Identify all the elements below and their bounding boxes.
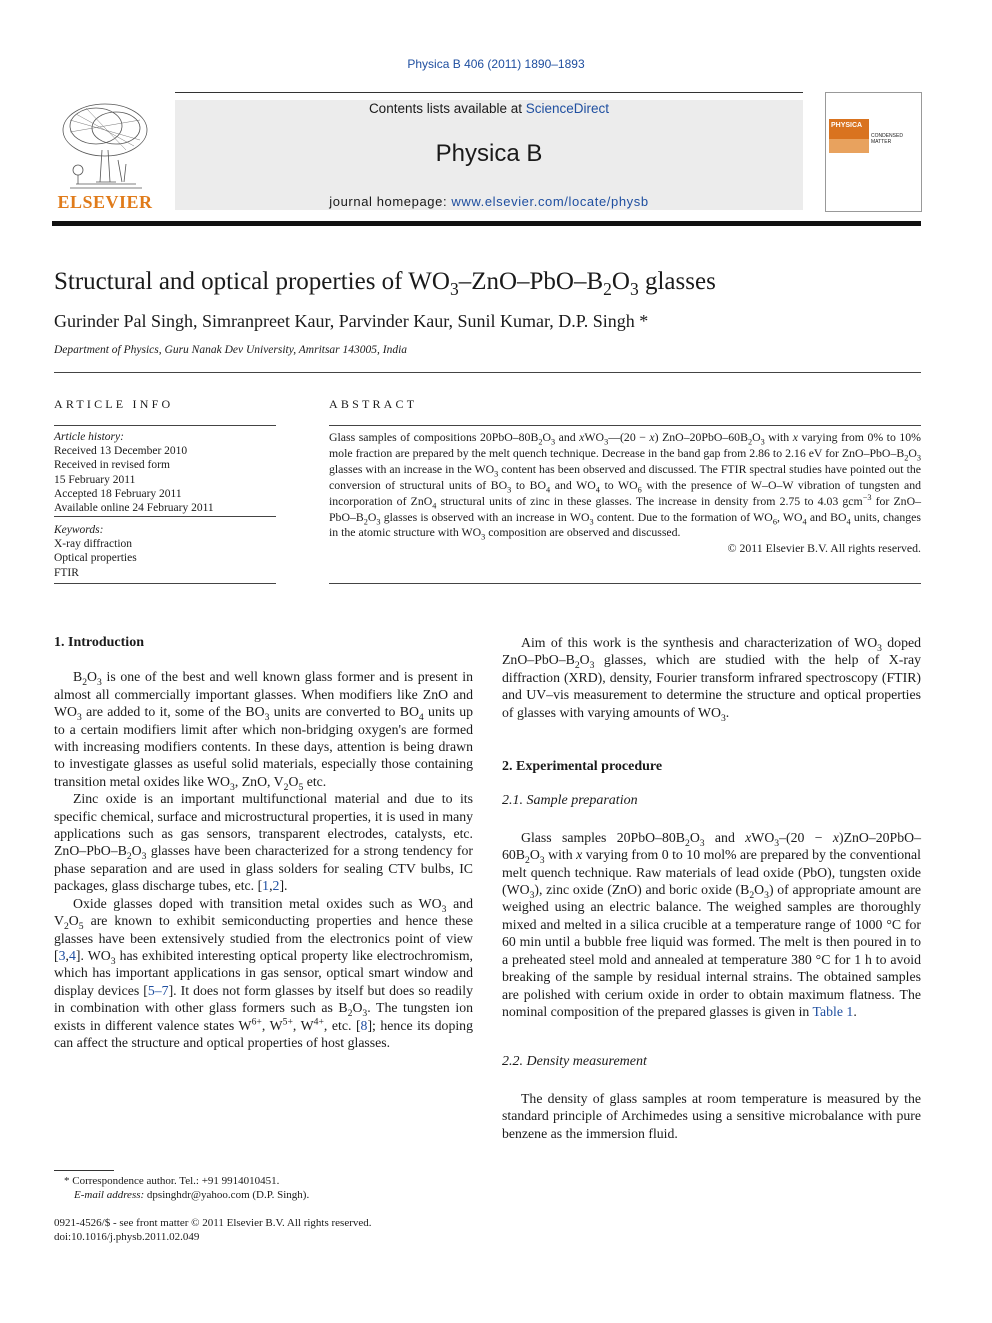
divider (54, 372, 921, 373)
divider (329, 583, 921, 584)
paragraph: $B_2O_3$ is one of the best and well known glass former and is present in almost all commercially important glasses. When modifiers like ZnO and $WO_3$ are added to it, some of the $BO_3$ units are converted to $BO_4$ units up to a certain modifiers limit after which non-bridging oxygen's are formed with increasing modifiers contents. In these days, attention is being drawn to investigate glasses as useful solid materials, especially those containing transition metal oxides like $WO_3$, ZnO, $V_2O_5$ etc. (54, 669, 473, 793)
section-heading-experimental: 2. Experimental procedure (502, 759, 663, 775)
article-title: Structural and optical properties of $WO_3-ZnO-PbO-B_2O_3$ glasses (54, 268, 716, 299)
right-column (502, 634, 921, 1142)
paragraph: Oxide glasses doped with transition metal oxides such as $WO_3$ and $V_2O_5$ are known to exhibit semiconducting properties and hence these glasses have been extensively studied from the electronics point of view [3,4]. $WO_3$ has exhibited interesting optical property like electrochromism, which has important applications in gas sensor, optical smart window and display devices [5–7]. It does not form glasses by itself but does so readily in combination with other glass formers such as $B_2O_3$. The tungsten ion exists in different valence states $W^{6+}$, $W^{5+}$, $W^{4+}$, etc. [8]; hence its doping can affect the structure and optical properties of host glasses. (54, 895, 474, 1050)
header-rule (52, 221, 921, 226)
footnote-tel: * Correspondence author. Tel.: +91 9914010451. (64, 1175, 280, 1187)
cover-band-lower (829, 139, 869, 153)
doi-line[interactable]: doi:10.1016/j.physb.2011.02.049 (54, 1231, 200, 1243)
abstract-copyright: © 2011 Elsevier B.V. All rights reserved. (727, 541, 921, 556)
subsection-heading-density: 2.2. Density measurement (502, 1054, 647, 1070)
journal-cover-thumbnail[interactable] (825, 92, 922, 212)
history-item: Received in revised form (54, 459, 170, 472)
banner-top-rule (175, 92, 803, 93)
keywords-label: Keywords: (54, 524, 104, 536)
reference-link[interactable]: 5–7 (147, 982, 169, 998)
divider (54, 425, 276, 426)
article-info-heading: ARTICLE INFO (54, 397, 174, 411)
contents-line: Contents lists available at ScienceDirect (368, 101, 610, 116)
elsevier-tree-icon (56, 100, 154, 192)
reference-link[interactable]: 8 (360, 1017, 368, 1033)
history-item: 15 February 2011 (54, 473, 136, 486)
sciencedirect-link[interactable]: ScienceDirect (525, 101, 610, 116)
reference-link[interactable]: Table 1 (812, 1003, 854, 1019)
footnote-rule (54, 1170, 114, 1171)
reference-link[interactable]: 3 (58, 947, 66, 963)
subsection-heading-sample-preparation: 2.1. Sample preparation (502, 793, 638, 809)
history-item: Available online 24 February 2011 (54, 502, 214, 515)
front-matter (54, 1216, 372, 1244)
journal-citation[interactable]: Physica B 406 (2011) 1890–1893 (407, 57, 585, 71)
history-item: Received 13 December 2010 (54, 445, 188, 458)
history-item: Accepted 18 February 2011 (54, 487, 182, 500)
section-heading-introduction: 1. Introduction (54, 635, 144, 650)
footnote-email: E-mail address: dpsinghdr@yahoo.com (D.P. Singh). (74, 1189, 310, 1201)
journal-name: Physica B (435, 140, 543, 167)
homepage-link[interactable]: www.elsevier.com/locate/physb (451, 194, 649, 209)
reference-link[interactable]: 2 (272, 878, 280, 894)
correspondence-footnote (54, 1174, 473, 1202)
elsevier-wordmark: ELSEVIER (57, 192, 153, 212)
keyword-item: FTIR (54, 566, 79, 579)
journal-banner (175, 100, 803, 210)
reference-link[interactable]: 4 (68, 947, 76, 963)
cover-title: PHYSICA (831, 122, 863, 129)
issn-line: 0921-4526/$ - see front matter © 2011 Elsevier B.V. All rights reserved. (54, 1217, 372, 1229)
divider (54, 516, 276, 517)
homepage-line: journal homepage: www.elsevier.com/locate/physb (329, 194, 649, 209)
affiliation: Department of Physics, Guru Nanak Dev University, Amritsar 143005, India (54, 344, 408, 356)
cover-subtitle: CONDENSED MATTER (871, 133, 903, 145)
paragraph: The density of glass samples at room temperature is measured by the standard principle of Archimedes using a sensitive microbalance with pure benzene as the immersion fluid. (502, 1090, 921, 1141)
keywords (54, 523, 276, 580)
divider (329, 425, 921, 426)
author-list: Gurinder Pal Singh, Simranpreet Kaur, Parvinder Kaur, Sunil Kumar, D.P. Singh * (54, 311, 649, 331)
history-label: Article history: (54, 431, 124, 443)
paragraph: Aim of this work is the synthesis and characterization of $WO_3$ doped ZnO–$PbO-B_2O_3$ glasses, which are studied with the help of X-ray diffraction (XRD), density, Fourier transform infrared spectroscopy (FTIR) and UV–vis measurement to determine the structure and optical properties of glasses with varying amounts of $WO_3$. (502, 635, 921, 724)
reference-link[interactable]: 1 (262, 878, 270, 894)
paragraph: Glass samples $20PbO-80B_2O_3$ and $xWO_3-(20 - x)ZnO-20PbO-60B_2O_3$ with x varying from 0 to 10 mol% are prepared by the conventional melt quench technique. Raw materials of lead oxide (PbO), tungsten oxide $(WO_3)$, zinc oxide (ZnO) and boric oxide $(B_2O_3)$ of appropriate amount are weighed using an electric balance. The weighed samples are thoroughly mixed and melted in a silica crucible at a temperature range of 1000 °C for 60 min until a bubble free liquid was formed. The melt is then poured in to a preheated steel mold and annealed at temperature 380 °C for 1 h to avoid breaking of the sample by residual internal strains. The obtained samples are polished with cerium oxide in order to obtain maximum flatness. The nominal composition of the prepared glasses is given in Table 1. (502, 829, 921, 1019)
keyword-item: Optical properties (54, 552, 137, 565)
elsevier-logo[interactable] (52, 100, 158, 212)
left-column (54, 634, 473, 1051)
abstract-text (329, 430, 921, 557)
abstract-body: Glass samples of compositions $20PbO-80B_2O_3$ and xWO$_3$—(20 − x) ZnO–$20PbO-60B_2O_3$ with x varying from 0% to 10% mole fraction are prepared by the melt quench technique. Decrease in the band gap from 2.86 to 2.16 eV for ZnO–$PbO-B_2O_3$ glasses with an increase in the $WO_3$ content has been observed and discussed. The FTIR spectral studies have pointed out the conversion of structural units of $BO_3$ to $BO_4$ and $WO_4$ to $WO_6$ with the presence of W–O–W vibration of tungsten and incorporation of ZnO$_4$ structural units of zinc in these glasses. The increase in density from 2.75 to 4.03 gcm$^{-3}$ for ZnO–$PbO-B_2O_3$ glasses is observed with an increase in $WO_3$ content. Due to the formation of $WO_6$, $WO_4$ and $BO_4$ units, changes in the atomic structure with $WO_3$ composition are observed and discussed. (329, 430, 921, 542)
article-history (54, 430, 276, 515)
abstract-heading: ABSTRACT (329, 397, 418, 411)
keyword-item: X-ray diffraction (54, 538, 133, 551)
paragraph: Zinc oxide is an important multifunctional material and due to its specific chemical, surface and microstructural properties, it is used in many applications such as gas sensors, transparent electrodes, catalysts, etc. ZnO–$PbO-B_2O_3$ glasses have been characterized for a strong tendency for phase separation and are used in glass solders for sealing CTV bulbs, IC packages, glass discharge tubes, etc. [1,2]. (54, 791, 473, 894)
divider (54, 583, 276, 584)
